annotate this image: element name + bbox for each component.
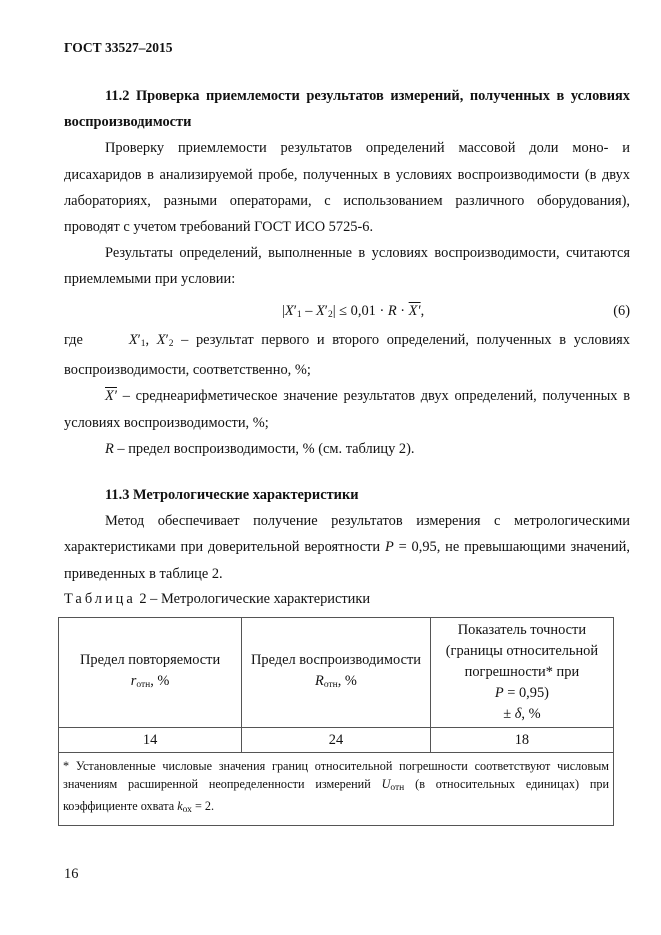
paragraph: Результаты определений, выполненные в условиях воспроизводимости, считаются приемлемыми при условии: — [64, 245, 630, 288]
paragraph: Метод обеспечивает получение результатов измерения с метрологическими характеристиками при доверительной вероятности P = 0,95, не превышающими значений, приведенных в таблице 2. — [64, 513, 630, 582]
section-11-3 — [64, 482, 630, 587]
formula-6 — [64, 298, 630, 324]
definition-r: R – предел воспроизводимости, % (см. таблицу 2). — [105, 440, 415, 457]
table-caption: Таблица 2 – Метрологические характеристики — [64, 591, 371, 607]
table-cell: 24 — [242, 728, 431, 753]
section-title: 11.3 Метрологические характеристики — [105, 487, 359, 503]
section-title: 11.2 Проверка приемлемости результатов измерений, полученных в условиях воспроизводимости — [64, 88, 630, 131]
formula-number: (6) — [613, 303, 630, 319]
section-11-2 — [64, 83, 630, 293]
page-number: 16 — [64, 866, 79, 882]
table-footnote: * Установленные числовые значения границ относительной погрешности соответствуют числовым значениям расширенной неопределенности измерений $U_{отн}$ (в относительных единицах) при коэффициенте охвата $k_{ох} = 2$. — [59, 753, 614, 826]
definition-x1-x2: где $X'_1$, $X'_2$ – результат первого и второго определений, полученных в условиях воспроизводимости, соответственно, %; — [64, 332, 630, 379]
definition-x-mean: X′ – среднеарифметическое значение результатов двух определений, полученных в условиях воспроизводимости, %; — [64, 388, 630, 431]
table-header-cell: Показатель точности (границы относительной погрешности* при P = 0,95) ± δ, % — [430, 618, 613, 728]
table-cell: 18 — [430, 728, 613, 753]
paragraph: Проверку приемлемости результатов определений массовой доли моно- и дисахаридов в анализируемой пробе, полученных в условиях воспроизводимости (в двух лабораториях, разными операторами, с использованием различного оборудования), проводят с учетом требований ГОСТ ИСО 5725-6. — [64, 140, 630, 236]
formula-expression: $|X'_1 - X'_2| \le 0,01 \cdot R \cdot X'$, — [282, 303, 425, 320]
table-header-cell: Предел воспроизводимости $R_{отн}$, % — [242, 618, 431, 728]
table-header-cell: Предел повторяемости $r_{отн}$, % — [59, 618, 242, 728]
metrology-table — [58, 617, 614, 826]
page-header: ГОСТ 33527–2015 — [64, 40, 173, 55]
table-cell: 14 — [59, 728, 242, 753]
formula-definitions — [64, 327, 630, 462]
